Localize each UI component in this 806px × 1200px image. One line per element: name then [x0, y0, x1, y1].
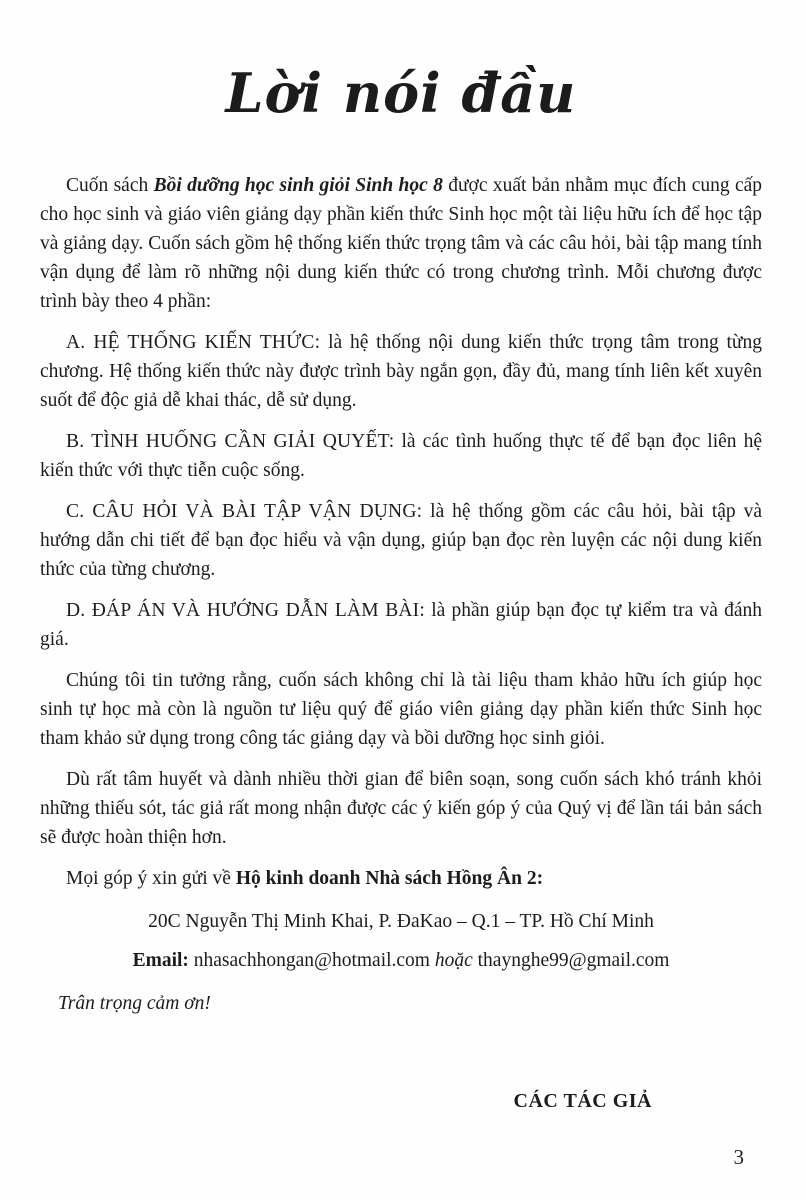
intro-lead: Cuốn sách: [66, 175, 149, 197]
section-a-heading: A. HỆ THỐNG KIẾN THỨC:: [66, 332, 321, 354]
email-conjunction: hoặc: [434, 950, 473, 972]
closing-paragraph-1: Chúng tôi tin tưởng rằng, cuốn sách không chỉ là tài liệu tham khảo hữu ích giúp học sinh tự học mà còn là nguồn tư liệu quý để giáo viên giảng dạy phần kiến thức Sinh học tham khảo sử dụng trong công tác giảng dạy và bồi dưỡng học sinh giỏi.: [40, 670, 762, 750]
contact-recipient: Hộ kinh doanh Nhà sách Hồng Ân 2: [235, 868, 537, 890]
thanks-line: Trân trọng cảm ơn!: [58, 993, 211, 1015]
email-primary: nhasachhongan@hotmail.com: [193, 950, 430, 972]
address-line: 20C Nguyễn Thị Minh Khai, P. ĐaKao – Q.1 – TP. Hồ Chí Minh: [148, 911, 654, 933]
section-a-body: là hệ thống nội dung kiến thức trọng tâm trong từng chương. Hệ thống kiến thức này được trình bày ngắn gọn, đầy đủ, mang tính liên kết xuyên suốt để độc giả dễ khai thác, dễ sử dụng.: [40, 332, 762, 412]
section-c: [40, 497, 762, 584]
closing-paragraph-2: Dù rất tâm huyết và dành nhiều thời gian để biên soạn, song cuốn sách khó tránh khỏi những thiếu sót, tác giả rất mong nhận được các ý kiến góp ý của Quý vị để lần tái bản sách sẽ được hoàn thiện hơn.: [40, 769, 762, 849]
section-d-body: là phần giúp bạn đọc tự kiểm tra và đánh giá.: [40, 600, 762, 651]
contact-suffix: :: [536, 868, 544, 890]
email-secondary: thaynghe99@gmail.com: [477, 950, 670, 972]
section-a: [40, 328, 762, 415]
contact-paragraph: [40, 864, 762, 893]
section-b-body: là các tình huống thực tế để bạn đọc liên hệ kiến thức với thực tiễn cuộc sống.: [40, 431, 763, 482]
email-label: Email:: [132, 950, 189, 972]
section-b: [40, 427, 762, 485]
page-number: 3: [733, 1145, 744, 1169]
section-c-body: là hệ thống gồm các câu hỏi, bài tập và hướng dẫn chi tiết để bạn đọc hiểu và vận dụng, giúp bạn đọc rèn luyện các nội dung kiến thức của từng chương.: [40, 501, 762, 581]
contact-prefix: Mọi góp ý xin gửi về: [66, 868, 231, 890]
page-title: Lời nói đầu: [225, 61, 577, 125]
book-title-emphasis: Bồi dưỡng học sinh giỏi Sinh học 8: [153, 175, 443, 197]
section-d-heading: D. ĐÁP ÁN VÀ HƯỚNG DẪN LÀM BÀI:: [66, 600, 425, 622]
email-line: [40, 946, 762, 975]
authors-signature: CÁC TÁC GIẢ: [513, 1090, 652, 1113]
section-c-heading: C. CÂU HỎI VÀ BÀI TẬP VẬN DỤNG:: [66, 501, 423, 523]
section-d: [40, 596, 762, 654]
intro-paragraph: [40, 171, 762, 316]
intro-rest: được xuất bản nhằm mục đích cung cấp cho học sinh và giáo viên giảng dạy phần kiến thức Sinh học một tài liệu hữu ích để học tập và giảng dạy. Cuốn sách gồm hệ thống kiến thức trọng tâm và các câu hỏi, bài tập mang tính vận dụng để làm rõ những nội dung kiến thức có trong chương trình. Mỗi chương được trình bày theo 4 phần:: [40, 175, 763, 313]
section-b-heading: B. TÌNH HUỐNG CẦN GIẢI QUYẾT:: [66, 431, 395, 453]
